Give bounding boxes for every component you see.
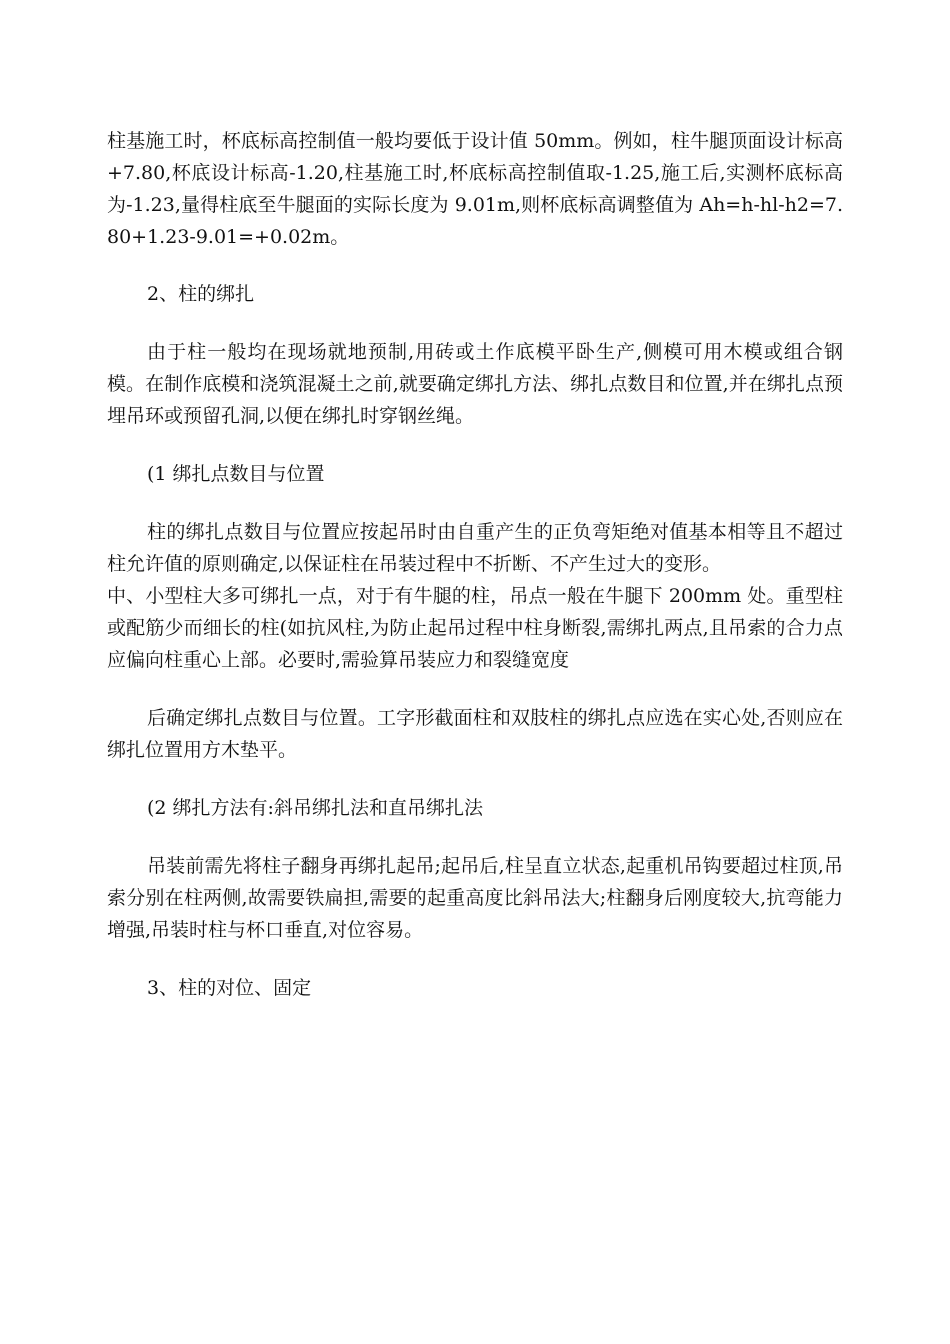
document-body (107, 125, 843, 1004)
paragraph-binding-points-principle: 柱的绑扎点数目与位置应按起吊时由自重产生的正负弯矩绝对值基本相等且不超过柱允许值的原则确定,以保证柱在吊装过程中不折断、不产生过大的变形。 (107, 521, 843, 575)
paragraph-binding-position: 后确定绑扎点数目与位置。工字形截面柱和双肢柱的绑扎点应选在实心处,否则应在绑扎位置用方木垫平。 (107, 707, 843, 761)
paragraph-small-medium-columns: 中、小型柱大多可绑扎一点，对于有牛腿的柱，吊点一般在牛腿下 200mm 处。重型柱或配筋少而细长的柱(如抗风柱,为防止起吊过程中柱身断裂,需绑扎两点,且吊索的合力点应偏向柱重心上部。必要时,需验算吊装应力和裂缝宽度 (107, 585, 843, 671)
subheading-binding-methods: (2 绑扎方法有:斜吊绑扎法和直吊绑扎法 (147, 797, 483, 819)
paragraph-prefabrication: 由于柱一般均在现场就地预制,用砖或土作底模平卧生产,侧模可用木模或组合钢模。在制作底模和浇筑混凝土之前,就要确定绑扎方法、绑扎点数目和位置,并在绑扎点预埋吊环或预留孔洞,以便在绑扎时穿钢丝绳。 (107, 341, 843, 427)
heading-column-binding: 2、柱的绑扎 (147, 283, 255, 305)
paragraph-vertical-lifting: 吊装前需先将柱子翻身再绑扎起吊;起吊后,柱呈直立状态,起重机吊钩要超过柱顶,吊索分别在柱两侧,故需要铁扁担,需要的起重高度比斜吊法大;柱翻身后刚度较大,抗弯能力增强,吊装时柱与杯口垂直,对位容易。 (107, 855, 843, 941)
subheading-binding-points: (1 绑扎点数目与位置 (147, 463, 325, 485)
heading-column-alignment: 3、柱的对位、固定 (147, 977, 312, 999)
paragraph-cup-bottom-elevation: 柱基施工时，杯底标高控制值一般均要低于设计值 50mm。例如，柱牛腿顶面设计标高+7.80,杯底设计标高-1.20,柱基施工时,杯底标高控制值取-1.25,施工后,实测杯底标高为-1.23,量得柱底至牛腿面的实际长度为 9.01m,则杯底标高调整值为 Ah=h-hl-h2=7.80+1.23-9.01=+0.02m。 (107, 130, 843, 248)
